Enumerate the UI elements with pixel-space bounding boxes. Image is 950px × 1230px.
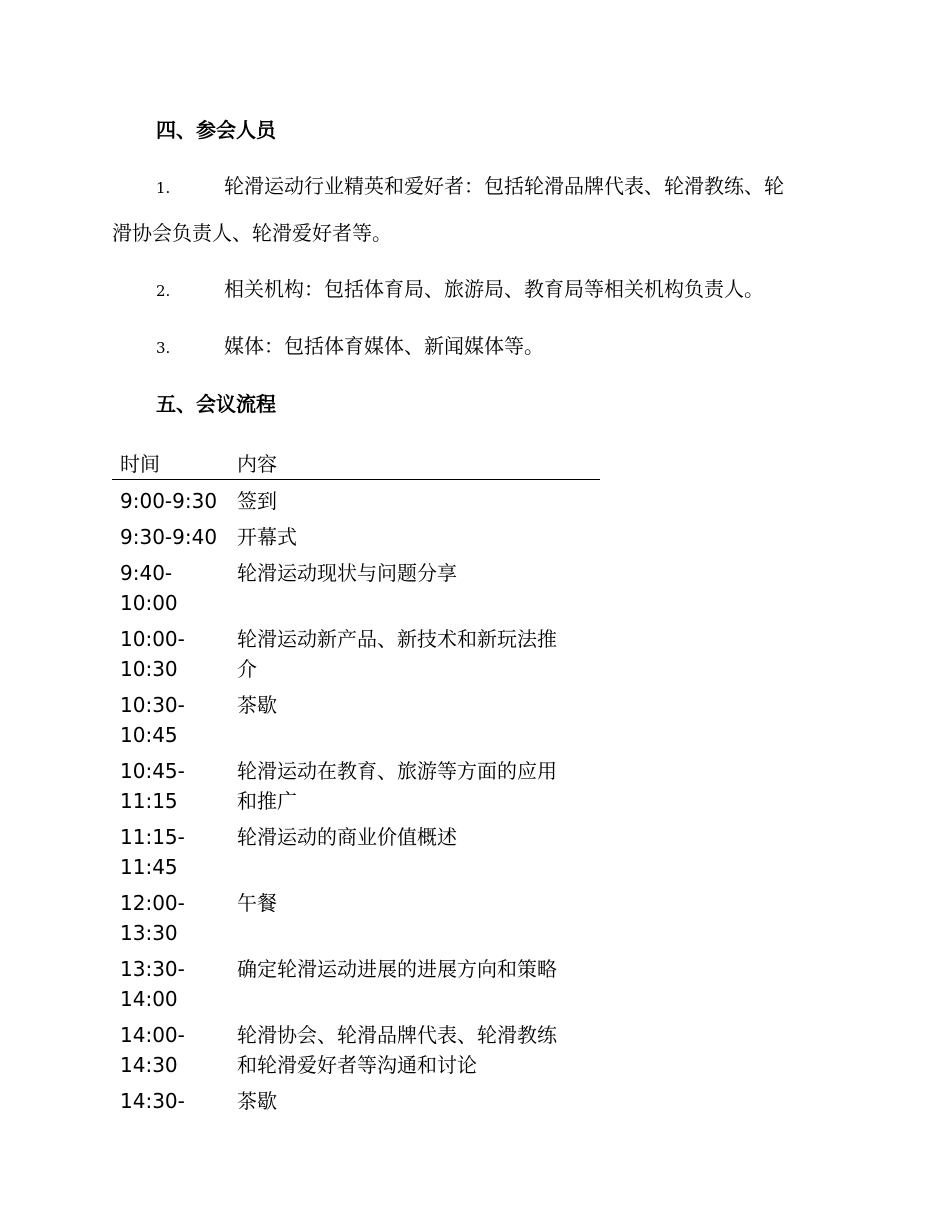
- content-line: 轮滑协会、轮滑品牌代表、轮滑教练: [237, 1023, 557, 1047]
- schedule-row: [112, 624, 600, 684]
- schedule-content-cell: [228, 954, 600, 1014]
- content-line: 介: [237, 657, 257, 681]
- item-number: 1.: [156, 179, 171, 197]
- schedule-row: [112, 888, 600, 948]
- content-line: 茶歇: [237, 693, 277, 717]
- time-line: 10:45-: [120, 759, 185, 783]
- schedule-row: [112, 1020, 600, 1080]
- content-line: 轮滑运动新产品、新技术和新玩法推: [237, 627, 557, 651]
- time-line: 9:30-9:40: [120, 525, 218, 549]
- time-line: 11:15: [120, 789, 178, 813]
- schedule-row: [112, 522, 600, 552]
- schedule-content-cell: [228, 558, 600, 618]
- time-line: 14:00-: [120, 1023, 185, 1047]
- time-line: 14:00: [120, 987, 178, 1011]
- section-5-heading: 五、会议流程: [156, 392, 276, 416]
- content-line: 和轮滑爱好者等沟通和讨论: [237, 1053, 477, 1077]
- schedule-time-cell: [112, 822, 228, 882]
- schedule-time-cell: [112, 690, 228, 750]
- schedule-content-cell: [228, 1020, 600, 1080]
- schedule-row: [112, 690, 600, 750]
- time-line: 10:00: [120, 591, 178, 615]
- schedule-content-cell: [228, 822, 600, 882]
- schedule-time-cell: [112, 954, 228, 1014]
- schedule-row: [112, 486, 600, 516]
- time-line: 10:30: [120, 657, 178, 681]
- schedule-row: [112, 954, 600, 1014]
- item-number: 3.: [156, 339, 171, 357]
- schedule-row: [112, 1086, 600, 1116]
- schedule-content-cell: [228, 888, 600, 948]
- time-line: 14:30-: [120, 1089, 185, 1113]
- time-line: 9:40-: [120, 561, 173, 585]
- attendee-item-2: [112, 267, 834, 314]
- item-text-line-1: 轮滑运动行业精英和爱好者：包括轮滑品牌代表、轮滑教练、轮: [224, 174, 784, 198]
- content-line: 签到: [237, 489, 277, 513]
- time-line: 13:30-: [120, 957, 185, 981]
- schedule-time-cell: [112, 624, 228, 684]
- time-line: 10:30-: [120, 693, 185, 717]
- item-text-line-2: 滑协会负责人、轮滑爱好者等。: [112, 221, 392, 245]
- item-text-line-1: 相关机构：包括体育局、旅游局、教育局等相关机构负责人。: [224, 277, 764, 301]
- schedule-content-cell: [228, 486, 600, 516]
- schedule-time-cell: [112, 486, 228, 516]
- time-line: 11:15-: [120, 825, 185, 849]
- time-line: 10:45: [120, 723, 178, 747]
- schedule-body: [112, 486, 600, 1116]
- item-number: 2.: [156, 282, 171, 300]
- schedule-content-cell: [228, 756, 600, 816]
- time-line: 9:00-9:30: [120, 489, 218, 513]
- schedule-time-cell: [112, 558, 228, 618]
- schedule-content-cell: [228, 690, 600, 750]
- schedule-row: [112, 756, 600, 816]
- header-content: 内容: [237, 451, 277, 476]
- time-line: 11:45: [120, 855, 178, 879]
- section-4-heading: 四、参会人员: [156, 118, 276, 142]
- schedule-row: [112, 558, 600, 618]
- schedule-time-cell: [112, 522, 228, 552]
- content-line: 茶歇: [237, 1089, 277, 1113]
- schedule-header-row: [112, 448, 600, 480]
- schedule-content-cell: [228, 624, 600, 684]
- time-line: 14:30: [120, 1053, 178, 1077]
- content-line: 确定轮滑运动进展的进展方向和策略: [237, 957, 557, 981]
- item-text-line-1: 媒体：包括体育媒体、新闻媒体等。: [224, 334, 544, 358]
- schedule-time-cell: [112, 888, 228, 948]
- time-line: 10:00-: [120, 627, 185, 651]
- attendee-item-1: [112, 164, 834, 256]
- content-line: 午餐: [237, 891, 277, 915]
- schedule-content-cell: [228, 522, 600, 552]
- schedule-content-cell: [228, 1086, 600, 1116]
- schedule-time-cell: [112, 1086, 228, 1116]
- schedule-time-cell: [112, 756, 228, 816]
- header-time: 时间: [120, 451, 160, 476]
- content-line: 轮滑运动现状与问题分享: [237, 561, 457, 585]
- schedule-row: [112, 822, 600, 882]
- content-line: 和推广: [237, 789, 297, 813]
- content-line: 轮滑运动的商业价值概述: [237, 825, 457, 849]
- time-line: 12:00-: [120, 891, 185, 915]
- time-line: 13:30: [120, 921, 178, 945]
- schedule-time-cell: [112, 1020, 228, 1080]
- content-line: 开幕式: [237, 525, 297, 549]
- attendee-item-3: [112, 324, 834, 371]
- content-line: 轮滑运动在教育、旅游等方面的应用: [237, 759, 557, 783]
- schedule-table: [112, 448, 600, 1116]
